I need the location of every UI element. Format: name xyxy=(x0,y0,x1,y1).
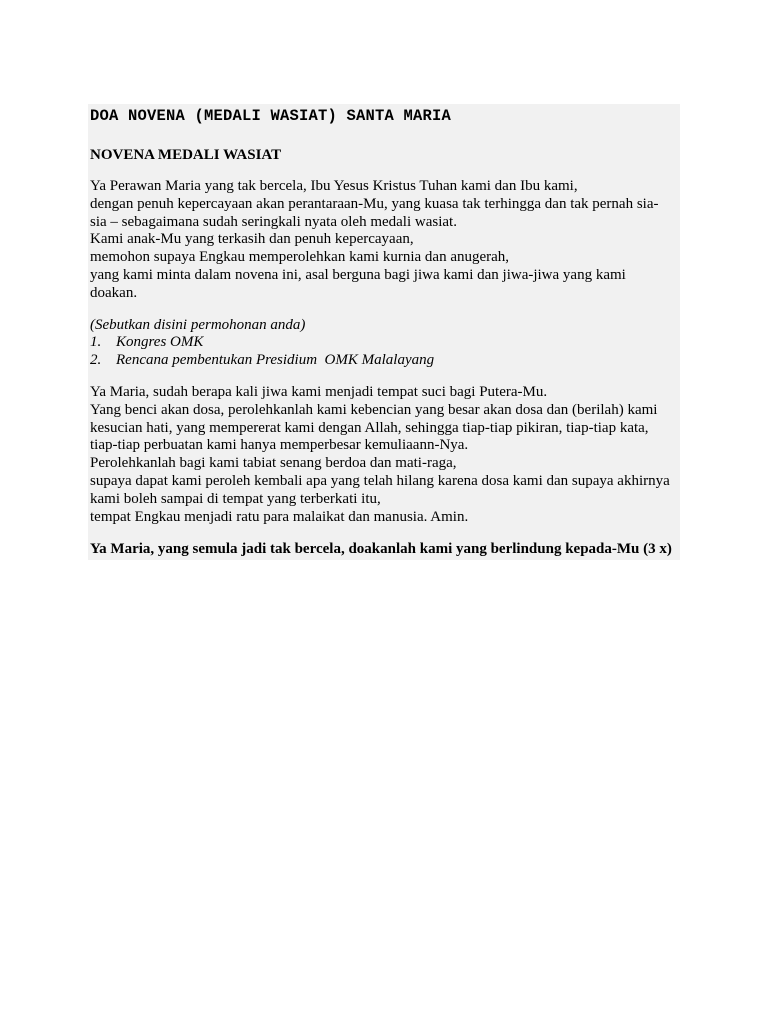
text-line: memohon supaya Engkau memperolehkan kami kurnia dan anugerah, xyxy=(90,249,510,266)
list-number: 2. xyxy=(90,352,102,369)
text-line: supaya dapat kami peroleh kembali apa yang telah hilang karena dosa kami dan supaya akhirnya xyxy=(90,472,670,489)
text-line: Ya Maria, sudah berapa kali jiwa kami menjadi tempat suci bagi Putera-Mu. xyxy=(90,383,548,400)
text-line: dengan penuh kepercayaan akan perantaraan-Mu, yang kuasa tak terhingga dan tak pernah sia- xyxy=(90,195,659,212)
text-line: doakan. xyxy=(90,284,138,301)
list-item xyxy=(90,334,678,352)
text-line: Perolehkanlah bagi kami tabiat senang berdoa dan mati-raga, xyxy=(90,455,457,472)
text-line: tiap-tiap perbuatan kami hanya memperbesar kemuliaann-Nya. xyxy=(90,437,469,454)
list-item xyxy=(90,352,678,370)
intention-intro: (Sebutkan disini permohonan anda) xyxy=(90,316,306,333)
document-title: DOA NOVENA (MEDALI WASIAT) SANTA MARIA xyxy=(90,107,452,125)
text-line: Yang benci akan dosa, perolehkanlah kami kebencian yang besar akan dosa dan (berilah) kami xyxy=(90,401,658,418)
list-text: Kongres OMK xyxy=(116,334,204,351)
document-page xyxy=(88,104,680,560)
text-line: kesucian hati, yang mempererat kami dengan Allah, sehingga tiap-tiap pikiran, tiap-tiap kata, xyxy=(90,419,649,436)
prayer-paragraph-1 xyxy=(90,178,678,303)
intentions-block xyxy=(90,317,678,370)
section-heading: NOVENA MEDALI WASIAT xyxy=(90,147,282,163)
text-line: Kami anak-Mu yang terkasih dan penuh kepercayaan, xyxy=(90,231,414,248)
list-number: 1. xyxy=(90,334,102,351)
list-text: Rencana pembentukan Presidium OMK Malalayang xyxy=(116,352,435,369)
text-line: sia – sebagaimana sudah seringkali nyata oleh medali wasiat. xyxy=(90,213,457,230)
text-line: tempat Engkau menjadi ratu para malaikat dan manusia. Amin. xyxy=(90,508,469,525)
prayer-paragraph-2 xyxy=(90,384,678,526)
text-line: yang kami minta dalam novena ini, asal berguna bagi jiwa kami dan jiwa-jiwa yang kami xyxy=(90,266,626,283)
closing-invocation: Ya Maria, yang semula jadi tak bercela, doakanlah kami yang berlindung kepada-Mu (3 x) xyxy=(90,541,672,558)
text-line: kami boleh sampai di tempat yang terberkati itu, xyxy=(90,490,381,507)
text-line: Ya Perawan Maria yang tak bercela, Ibu Yesus Kristus Tuhan kami dan Ibu kami, xyxy=(90,178,578,194)
